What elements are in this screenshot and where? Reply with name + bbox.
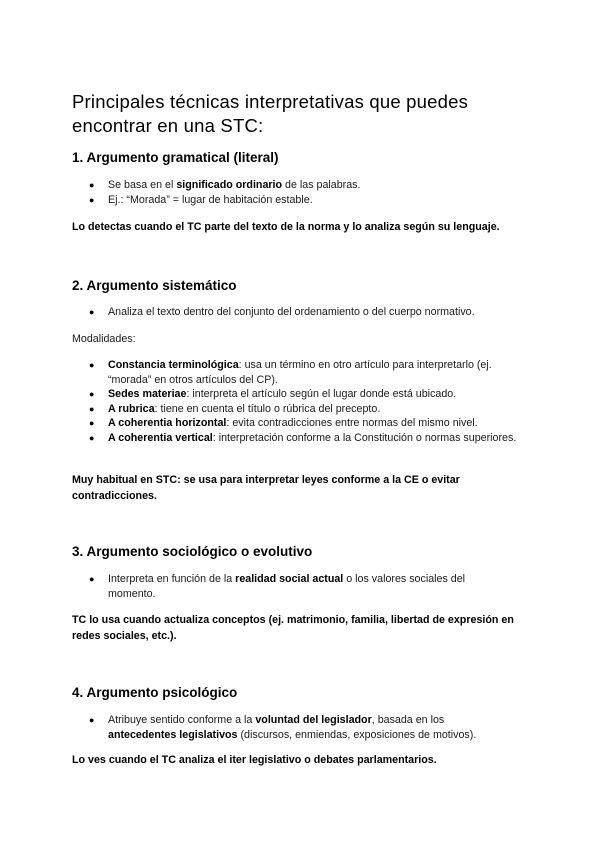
modalities-list — [72, 358, 522, 445]
bullet-icon: ● — [89, 194, 95, 205]
section-4-bullets — [72, 713, 497, 742]
section-4-heading: 4. Argumento psicológico — [72, 685, 238, 700]
section-3-bullets — [72, 572, 492, 601]
list-item: ● A rubrica: tiene en cuenta el título o rúbrica del precepto. — [89, 402, 381, 415]
section-3-note: TC lo usa cuando actualiza conceptos (ej. matrimonio, familia, libertad de expresión en redes sociales, etc.). — [72, 614, 514, 642]
section-1-note: Lo detectas cuando el TC parte del texto de la norma y lo analiza según su lenguaje. — [72, 221, 500, 233]
bullet-icon: ● — [89, 180, 95, 190]
list-item: ● A coherentia horizontal: evita contradicciones entre normas del mismo nivel. — [89, 417, 478, 429]
bullet-icon: ● — [89, 418, 95, 428]
bullet-icon: ● — [89, 432, 95, 443]
bullet-icon: ● — [89, 715, 95, 725]
bullet-icon: ● — [89, 574, 95, 584]
modalities-label: Modalidades: — [72, 333, 136, 345]
list-item: ● Atribuye sentido conforme a la voluntad del legislador, basada en los antecedentes legislativos (discursos, enmiendas, exposiciones de motivos). — [89, 714, 477, 741]
section-1-heading: 1. Argumento gramatical (literal) — [72, 150, 279, 165]
section-1-bullets — [72, 178, 528, 207]
section-2-heading: 2. Argumento sistemático — [72, 278, 237, 293]
list-item: ● A coherentia vertical: interpretación conforme a la Constitución o normas superiores. — [89, 431, 517, 444]
bullet-icon: ● — [89, 389, 95, 399]
list-item: ● Analiza el texto dentro del conjunto del ordenamiento o del cuerpo normativo. — [89, 306, 475, 318]
list-item: ● Se basa en el significado ordinario de las palabras. — [89, 179, 361, 191]
bullet-icon: ● — [89, 360, 95, 370]
bullet-icon: ● — [89, 307, 95, 317]
list-item: ● Constancia terminológica: usa un término en otro artículo para interpretarlo (ej. “morada” en otros artículos del CP). — [89, 359, 492, 386]
page-title: Principales técnicas interpretativas que puedes encontrar en una STC: — [72, 91, 469, 136]
section-4-note: Lo ves cuando el TC analiza el iter legislativo o debates parlamentarios. — [72, 754, 437, 766]
list-item: ● Sedes materiae: interpreta el artículo según el lugar donde está ubicado. — [89, 388, 457, 400]
list-item: ● Ej.: “Morada” = lugar de habitación estable. — [89, 193, 313, 206]
list-item: ● Interpreta en función de la realidad social actual o los valores sociales del momento. — [89, 573, 466, 600]
section-3-heading: 3. Argumento sociológico o evolutivo — [72, 544, 313, 559]
section-2-note: Muy habitual en STC: se usa para interpretar leyes conforme a la CE o evitar contradicciones. — [72, 474, 460, 502]
section-2-bullets — [72, 305, 528, 320]
bullet-icon: ● — [89, 403, 95, 414]
